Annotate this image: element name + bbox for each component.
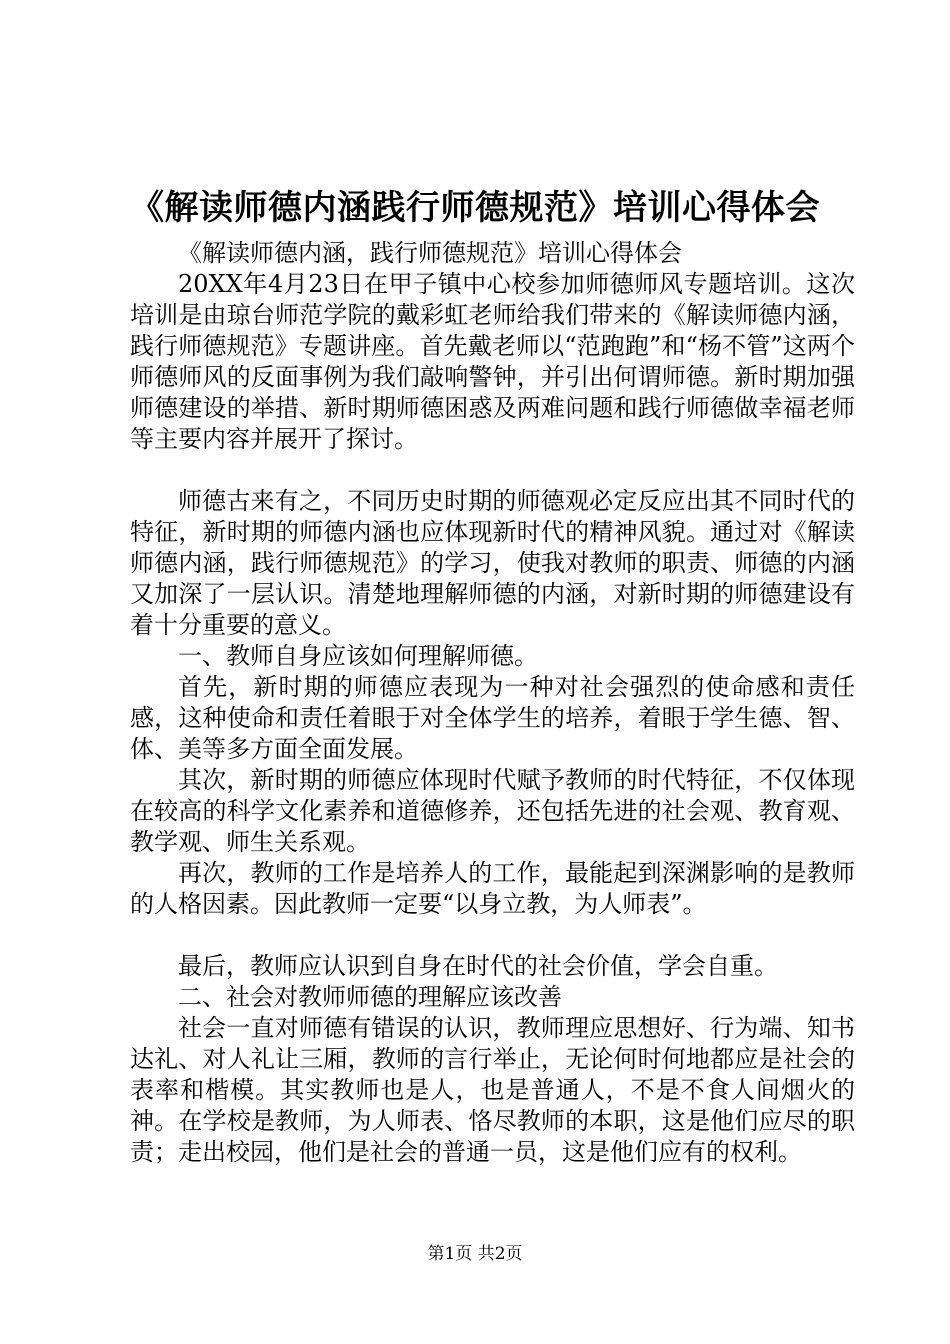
section-heading: 一、教师自身应该如何理解师德。 [178,642,538,670]
body-paragraph: 社会一直对师德有错误的认识，教师理应思想好、行为端、知书达礼、对人礼让三厢，教师的言行举止，无论何时何地都应是社会的表率和楷模。其实教师也是人，也是普通人，不是不食人间烟火的神。在学校是教师，为人师表、恪尽教师的本职，这是他们应尽的职责；走出校园，他们是社会的普通一员，这是他们应有的权利。 [130,1014,855,1166]
paragraph-spacer [130,455,855,486]
section-heading: 二、社会对教师师德的理解应该改善 [178,983,562,1011]
body-paragraph: 其次，新时期的师德应体现时代赋予教师的时代特征，不仅体现在较高的科学文化素养和道德修养，还包括先进的社会观、教育观、教学观、师生关系观。 [130,766,855,856]
paragraph-spacer [130,920,855,951]
body-paragraph: 最后，教师应认识到自身在时代的社会价值，学会自重。 [178,952,778,980]
body-paragraph: 首先，新时期的师德应表现为一种对社会强烈的使命感和责任感，这种使命和责任着眼于对全体学生的培养，着眼于学生德、智、体、美等多方面全面发展。 [130,673,855,763]
subtitle-paragraph: 《解读师德内涵，践行师德规范》培训心得体会 [178,239,682,267]
page-footer: 第1页 共2页 [427,1244,523,1264]
body-paragraph: 师德古来有之，不同历史时期的师德观必定反应出其不同时代的特征，新时期的师德内涵也应体现新时代的精神风貌。通过对《解读师德内涵，践行师德规范》的学习，使我对教师的职责、师德的内涵又加深了一层认识。清楚地理解师德的内涵，对新时期的师德建设有着十分重要的意义。 [130,487,855,639]
body-paragraph: 20XX年4月23日在甲子镇中心校参加师德师风专题培训。这次培训是由琼台师范学院的戴彩虹老师给我们带来的《解读师德内涵，践行师德规范》专题讲座。首先戴老师以“范跑跑”和“杨不管”这两个师德师风的反面事例为我们敲响警钟，并引出何谓师德。新时期加强师德建设的举措、新时期师德困惑及两难问题和践行师德做幸福老师等主要内容并展开了探讨。 [130,270,855,453]
document-body [130,238,855,1168]
document-title: 《解读师德内涵践行师德规范》培训心得体会 [130,188,820,228]
body-paragraph: 再次，教师的工作是培养人的工作，最能起到深渊影响的是教师的人格因素。因此教师一定要“以身立教，为人师表”。 [130,859,855,918]
